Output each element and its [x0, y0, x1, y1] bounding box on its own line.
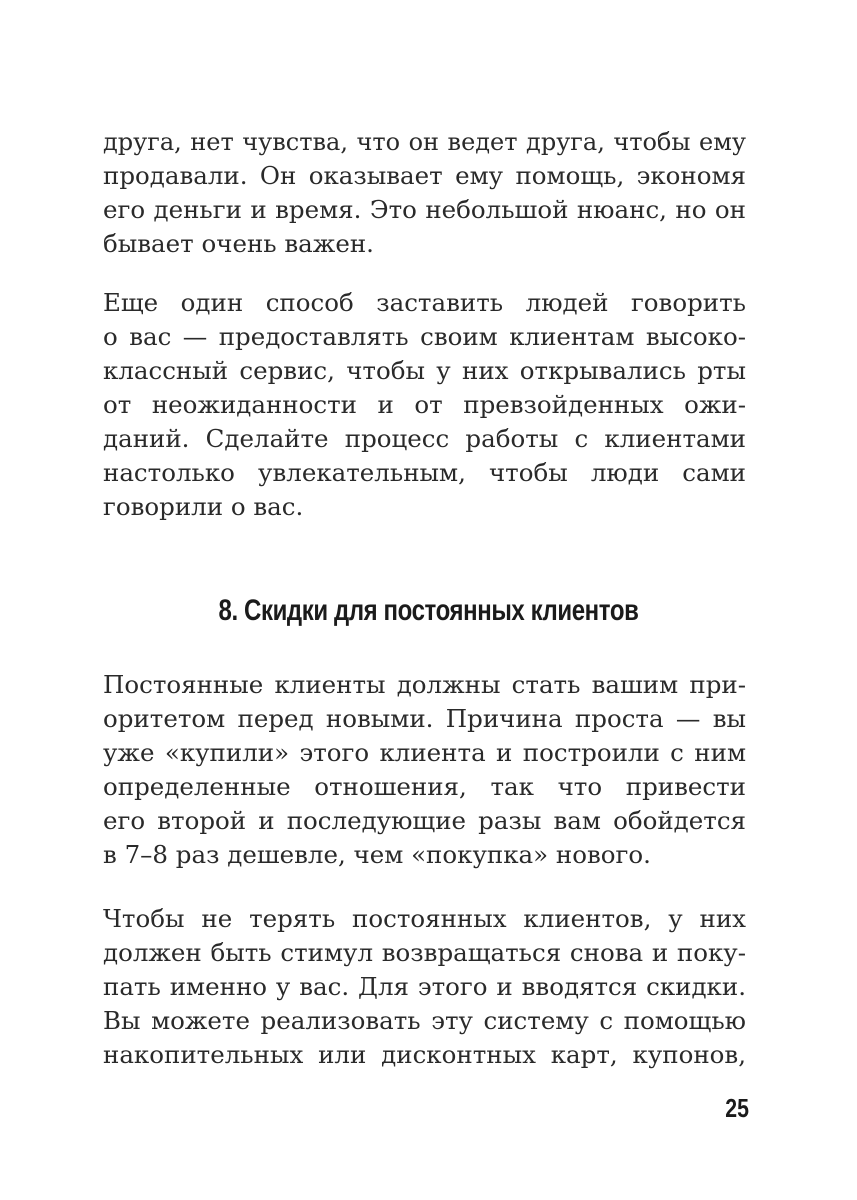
paragraph-word-of-mouth	[103, 286, 746, 524]
paragraph-regular-clients	[103, 668, 746, 872]
text-line: его второй и последующие разы вам обойдется	[103, 806, 746, 835]
text-line: говорили о вас.	[103, 492, 304, 521]
text-line: Вы можете реализовать эту систему с помощью	[103, 1006, 746, 1035]
text-line: в 7–8 раз дешевле, чем «покупка» нового.	[103, 840, 651, 869]
text-line: друга, нет чувства, что он ведет друга, чтобы ему	[103, 128, 746, 156]
text-line: даний. Сделайте процесс работы с клиентами	[103, 424, 746, 453]
text-line: от неожиданности и от превзойденных ожи-	[103, 390, 746, 419]
text-line: Постоянные клиенты должны стать вашим при-	[103, 670, 746, 699]
text-line: классный сервис, чтобы у них открывались рты	[103, 356, 746, 385]
text-line: пать именно у вас. Для этого и вводятся скидки.	[103, 972, 746, 1001]
section-heading: 8. Скидки для постоянных клиентов	[218, 594, 639, 627]
text-line: накопительных или дисконтных карт, купонов,	[103, 1040, 746, 1069]
page-number: 25	[725, 1093, 749, 1123]
text-line: о вас — предоставлять своим клиентам высоко-	[103, 322, 746, 351]
text-line: Еще один способ заставить людей говорить	[103, 288, 746, 317]
text-line: должен быть стимул возвращаться снова и поку-	[103, 938, 746, 967]
text-line: продавали. Он оказывает ему помощь, экономя	[103, 161, 746, 190]
text-line: уже «купили» этого клиента и построили с ним	[103, 738, 746, 767]
text-line: Чтобы не терять постоянных клиентов, у них	[103, 904, 746, 933]
paragraph-discounts	[103, 902, 746, 1072]
text-line: определенные отношения, так что привести	[103, 772, 746, 801]
text-line: его деньги и время. Это небольшой нюанс, но он	[103, 195, 746, 224]
text-line: настолько увлекательным, чтобы люди сами	[103, 458, 746, 487]
paragraph-continuation	[103, 125, 746, 261]
text-line: оритетом перед новыми. Причина проста — вы	[103, 704, 746, 733]
text-line: бывает очень важен.	[103, 229, 374, 258]
